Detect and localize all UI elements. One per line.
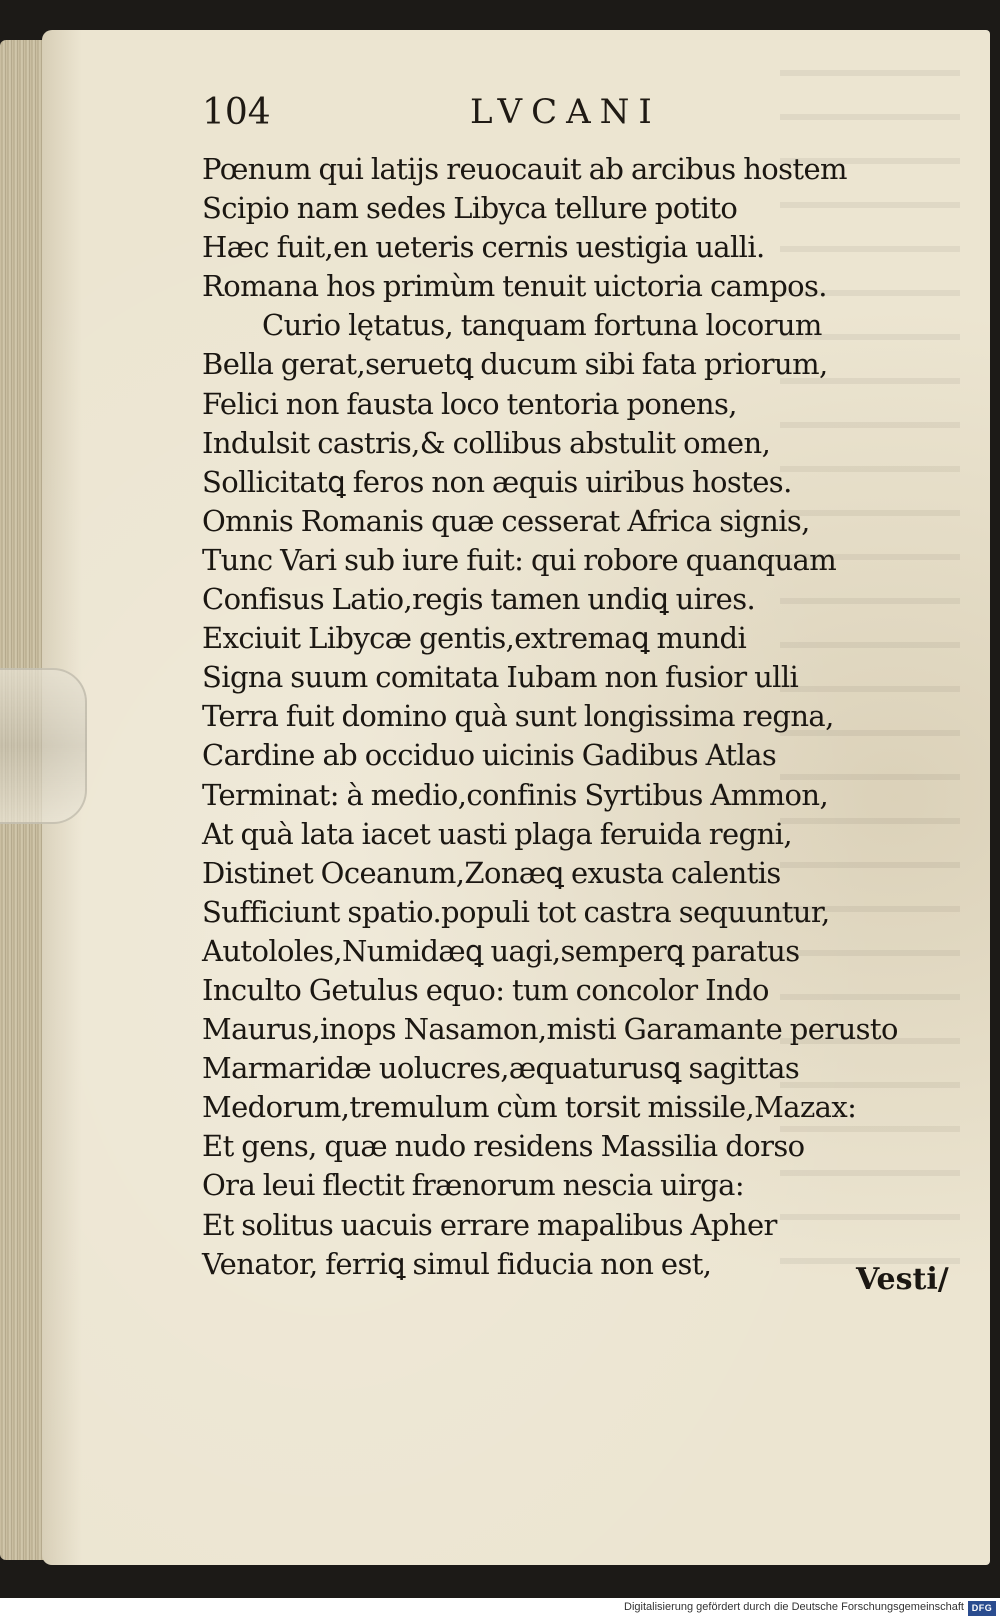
verse-line: Medorum,tremulum cùm torsit missile,Mazax: — [202, 1090, 857, 1125]
verse-line: Ora leui flectit frænorum nescia uirga: — [202, 1168, 744, 1203]
verse-line: Venator, ferriꝗ simul fiducia non est, — [202, 1246, 712, 1281]
verse-line: Autololes,Numidæꝗ uagi,semperꝗ paratus — [202, 933, 800, 968]
credit-bar — [0, 1598, 1000, 1620]
verse-line: Maurus,inops Nasamon,misti Garamante perusto — [202, 1012, 898, 1047]
verse-line: Cardine ab occiduo uicinis Gadibus Atlas — [202, 738, 777, 773]
verse-line: Bella gerat,seruetꝗ ducum sibi fata priorum, — [202, 347, 828, 382]
verse-line: Inculto Getulus equo: tum concolor Indo — [202, 972, 769, 1007]
verse-line: Confisus Latio,regis tamen undiꝗ uires. — [202, 582, 756, 617]
verse-line: Et solitus uacuis errare mapalibus Apher — [202, 1207, 777, 1242]
funding-credit: Digitalisierung gefördert durch die Deutsche Forschungsgemeinschaft — [624, 1601, 964, 1613]
verse-line: Distinet Oceanum,Zonæꝗ exusta calentis — [202, 855, 781, 890]
verse-line: Felici non fausta loco tentoria ponens, — [202, 386, 737, 421]
page-header — [202, 92, 742, 142]
verse-line: Scipio nam sedes Libyca tellure potito — [202, 191, 738, 226]
verse-line: Terra fuit domino quà sunt longissima regna, — [202, 699, 834, 734]
verse-line: Signa suum comitata Iubam non fusior ulli — [202, 660, 799, 695]
verse-text — [202, 150, 922, 1284]
verse-line: Romana hos primùm tenuit uictoria campos. — [202, 269, 827, 304]
verse-line: Exciuit Libycæ gentis,extremaꝗ mundi — [202, 621, 747, 656]
verse-line: Omnis Romanis quæ cesserat Africa signis, — [202, 503, 810, 538]
verse-line: Curio lętatus, tanquam fortuna locorum — [262, 308, 822, 343]
running-head: LVCANI — [470, 92, 661, 132]
verse-line: Pœnum qui latijs reuocauit ab arcibus hostem — [202, 152, 847, 186]
catchword: Vesti/ — [856, 1262, 949, 1297]
ghost-line — [780, 70, 960, 114]
verse-line: Tunc Vari sub iure fuit: qui robore quanquam — [202, 542, 837, 577]
verse-line: Terminat: à medio,confinis Syrtibus Ammon, — [202, 777, 829, 812]
verse-line: Indulsit castris,& collibus abstulit omen, — [202, 425, 771, 460]
page-clamp — [0, 668, 87, 824]
verse-line: Sufficiunt spatio.populi tot castra sequuntur, — [202, 894, 830, 929]
verse-line: Et gens, quæ nudo residens Massilia dorso — [202, 1129, 805, 1164]
verse-line: Hæc fuit,en ueteris cernis uestigia ualli. — [202, 230, 765, 265]
dfg-logo-icon: DFG — [968, 1601, 996, 1616]
verse-line: Marmaridæ uolucres,æquaturusꝗ sagittas — [202, 1051, 800, 1086]
page-number: 104 — [202, 92, 271, 133]
verse-line: Sollicitatꝗ feros non æquis uiribus hostes. — [202, 464, 792, 499]
verse-line: At quà lata iacet uasti plaga feruida regni, — [202, 816, 792, 851]
